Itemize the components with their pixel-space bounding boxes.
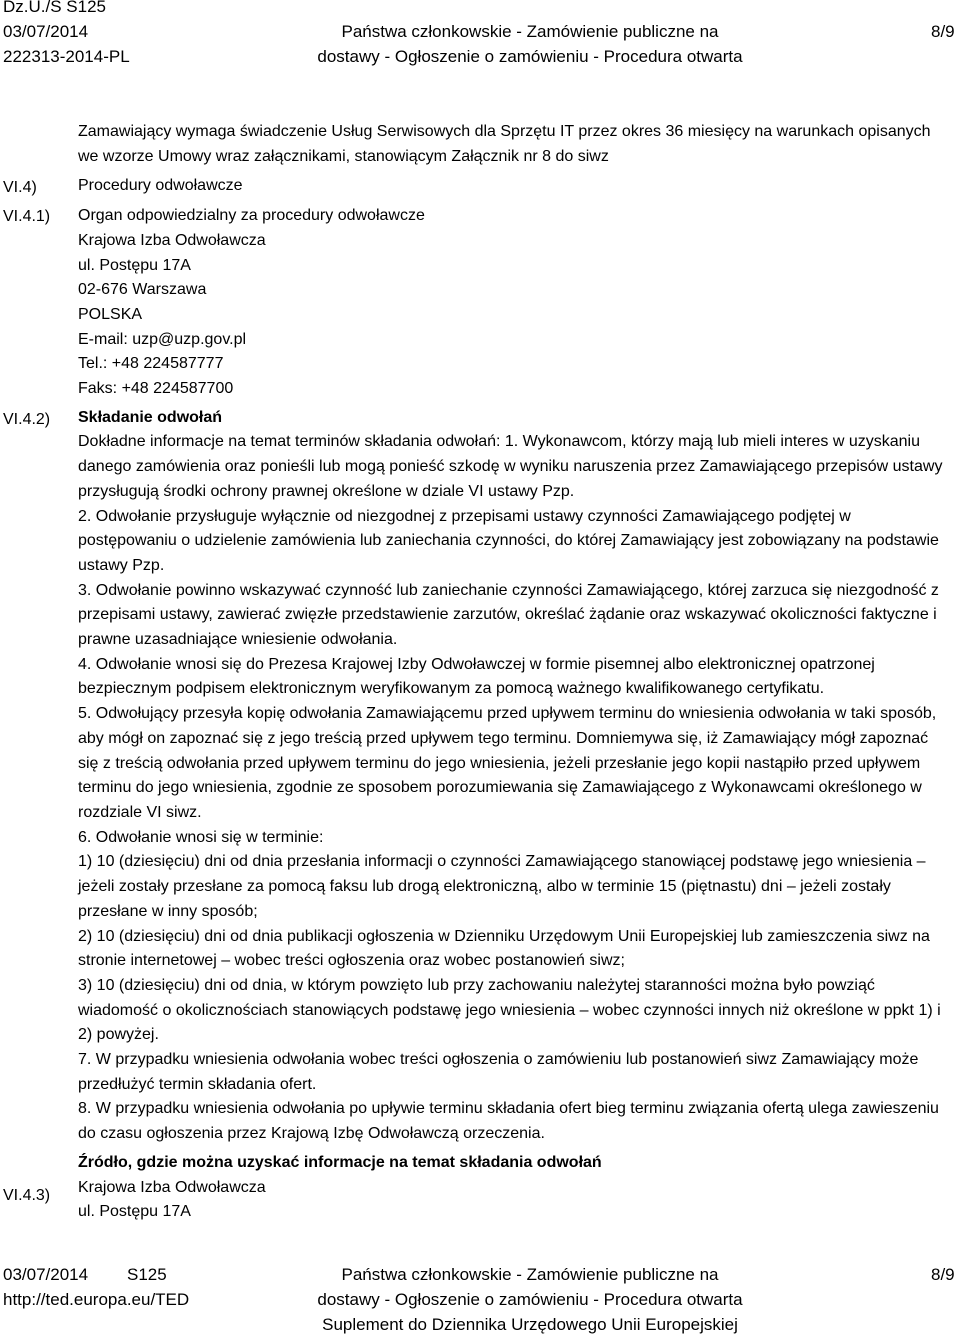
lodging-appeals-paragraph-10: 7. W przypadku wniesienia odwołania wobec treści ogłoszenia o zamówieniu lub postanowień siwz Zamawiający może przedłużyć termin składania ofert. xyxy=(78,1051,919,1093)
lodging-appeals-paragraph-9: 3) 10 (dziesięciu) dni od dnia, w którym powzięto lub przy zachowaniu należytej staranności można było powziąć wiadomość o okolicznościach stanowiących podstawę jego wniesienia – wobec czynności innych niż określone w ppkt 1) i 2) powyżej. xyxy=(78,976,941,1044)
footer-series: S125 xyxy=(127,1265,167,1284)
footer-title-line1: Państwa członkowskie - Zamówienie publiczne na xyxy=(341,1265,719,1284)
header-notice-id: 222313-2014-PL xyxy=(3,47,130,66)
review-body-country: POLSKA xyxy=(78,305,143,323)
lodging-appeals-paragraph-7: 1) 10 (dziesięciu) dni od dnia przesłania informacji o czynności Zamawiającego stanowiącej podstawę jego wniesienia – jeżeli zostały przesłane za pomocą faksu lub drogą elektroniczną, albo w terminie 15 (piętnastu) dni – jeżeli zostały przesłane w inny sposób; xyxy=(78,853,926,920)
lodging-appeals-paragraph-8: 2) 10 (dziesięciu) dni od dnia publikacji ogłoszenia w Dzienniku Urzędowym Unii Europejskiej lub zamieszczenia siwz na stronie internetowej – wobec treści ogłoszenia oraz wobec postanowień siwz; xyxy=(78,927,930,970)
footer-page-number: 8/9 xyxy=(931,1265,955,1284)
section-vi43-number: VI.4.3) xyxy=(3,1187,51,1204)
lodging-appeals-paragraph-4: 4. Odwołanie wnosi się do Prezesa Krajowej Izby Odwoławczej w formie pisemnej albo elektronicznej opatrzonej bezpiecznym podpisem elektronicznym weryfikowanym za pomocą ważnego kwalifikowanego certyfikatu. xyxy=(78,655,875,698)
lodging-appeals-heading: Składanie odwołań xyxy=(78,408,223,426)
information-source-heading: Źródło, gdzie można uzyskać informacje na temat składania odwołań xyxy=(78,1153,602,1171)
review-body-fax-line xyxy=(78,377,948,402)
footer-title-line2: dostawy - Ogłoszenie o zamówieniu - Procedura otwarta xyxy=(317,1290,743,1309)
section-vi4-number: VI.4) xyxy=(3,179,37,196)
section-vi42-number: VI.4.2) xyxy=(3,411,51,428)
review-body-phone-line xyxy=(78,352,948,377)
review-body-street: ul. Postępu 17A xyxy=(78,256,191,274)
footer-title-line3: Suplement do Dziennika Urzędowego Unii Europejskiej xyxy=(322,1315,738,1334)
lodging-appeals-paragraph-6: 6. Odwołanie wnosi się w terminie: xyxy=(78,828,324,846)
fax-label: Faks: xyxy=(78,380,122,398)
review-body-name: Krajowa Izba Odwoławcza xyxy=(78,231,266,249)
phone-label: Tel.: xyxy=(78,355,112,373)
header-title-line2: dostawy - Ogłoszenie o zamówieniu - Procedura otwarta xyxy=(317,47,743,66)
lodging-appeals-paragraph-2: 2. Odwołanie przysługuje wyłącznie od niezgodnej z przepisami ustawy czynności Zamawiającego podjętej w postępowaniu o udzielenie zamówienia lub zaniechania czynności, do której Zamawiający jest zobowiązany na podstawie ustawy Pzp. xyxy=(78,507,939,574)
email-label: E-mail: xyxy=(78,330,133,348)
lodging-appeals-paragraph-5: 5. Odwołujący przesyła kopię odwołania Zamawiającemu przed upływem terminu do wniesienia odwołania w taki sposób, aby mógł on zapoznać się z jego treścią przed upływem tego terminu. Domniemywa się, iż Zamawiający mógł zapoznać się z treścią odwołania przed upływem terminu do jego wniesienia, jeżeli przesłanie jego kopii nastąpiło przed upływem terminu do jego wniesienia, zgodnie ze sposobem porozumiewania się Zamawiającego z Wykonawcami określonego w rozdziale VI siwz. xyxy=(78,705,937,821)
information-source-street: ul. Postępu 17A xyxy=(78,1203,191,1221)
email-link[interactable]: uzp@uzp.gov.pl xyxy=(132,330,247,348)
information-source-name: Krajowa Izba Odwoławcza xyxy=(78,1178,266,1196)
section-vi41-number: VI.4.1) xyxy=(3,208,51,225)
phone-number: +48 224587777 xyxy=(111,355,224,373)
header-doc-ref: Dz.U./S S125 xyxy=(3,0,106,16)
review-procedures-heading: Procedury odwoławcze xyxy=(78,177,243,195)
lodging-appeals-paragraph-11: 8. W przypadku wniesienia odwołania po upływie terminu składania ofert bieg terminu związania ofertą ulega zawieszeniu do czasu ogłoszenia przez Krajową Izbę Odwoławczą orzeczenia. xyxy=(78,1100,939,1143)
service-requirement-text: Zamawiający wymaga świadczenie Usług Serwisowych dla Sprzętu IT przez okres 36 miesięcy na warunkach opisanych we wzorze Umowy wraz załącznikami, stanowiącym Załącznik nr 8 do siwz xyxy=(78,123,931,165)
fax-number: +48 224587700 xyxy=(121,380,234,398)
footer-date: 03/07/2014 xyxy=(3,1265,89,1284)
review-body-email-line xyxy=(78,328,948,353)
lodging-appeals-paragraph-1: Dokładne informacje na temat terminów składania odwołań: 1. Wykonawcom, którzy mają lub mieli interes w uzyskaniu danego zamówienia oraz ponieśli lub mogą ponieść szkodę w wyniku naruszenia przez Zamawiającego przepisów ustawy przysługują środki ochrony prawnej określone w dziale VI ustawy Pzp. xyxy=(78,433,943,500)
header-title-line1: Państwa członkowskie - Zamówienie publiczne na xyxy=(341,22,719,41)
footer-url[interactable]: http://ted.europa.eu/TED xyxy=(3,1290,190,1309)
header-page-number: 8/9 xyxy=(931,22,955,41)
notice-content xyxy=(78,120,948,1225)
review-body-heading: Organ odpowiedzialny za procedury odwoławcze xyxy=(78,207,425,225)
review-body-city: 02-676 Warszawa xyxy=(78,281,207,299)
lodging-appeals-paragraph-3: 3. Odwołanie powinno wskazywać czynność lub zaniechanie czynności Zamawiającego, której zarzuca się niezgodność z przepisami ustawy, zawierać zwięzłe przedstawienie zarzutów, określać żądanie oraz wskazywać okoliczności faktyczne i prawne uzasadniające wniesienie odwołania. xyxy=(78,581,939,649)
header-date: 03/07/2014 xyxy=(3,22,89,41)
